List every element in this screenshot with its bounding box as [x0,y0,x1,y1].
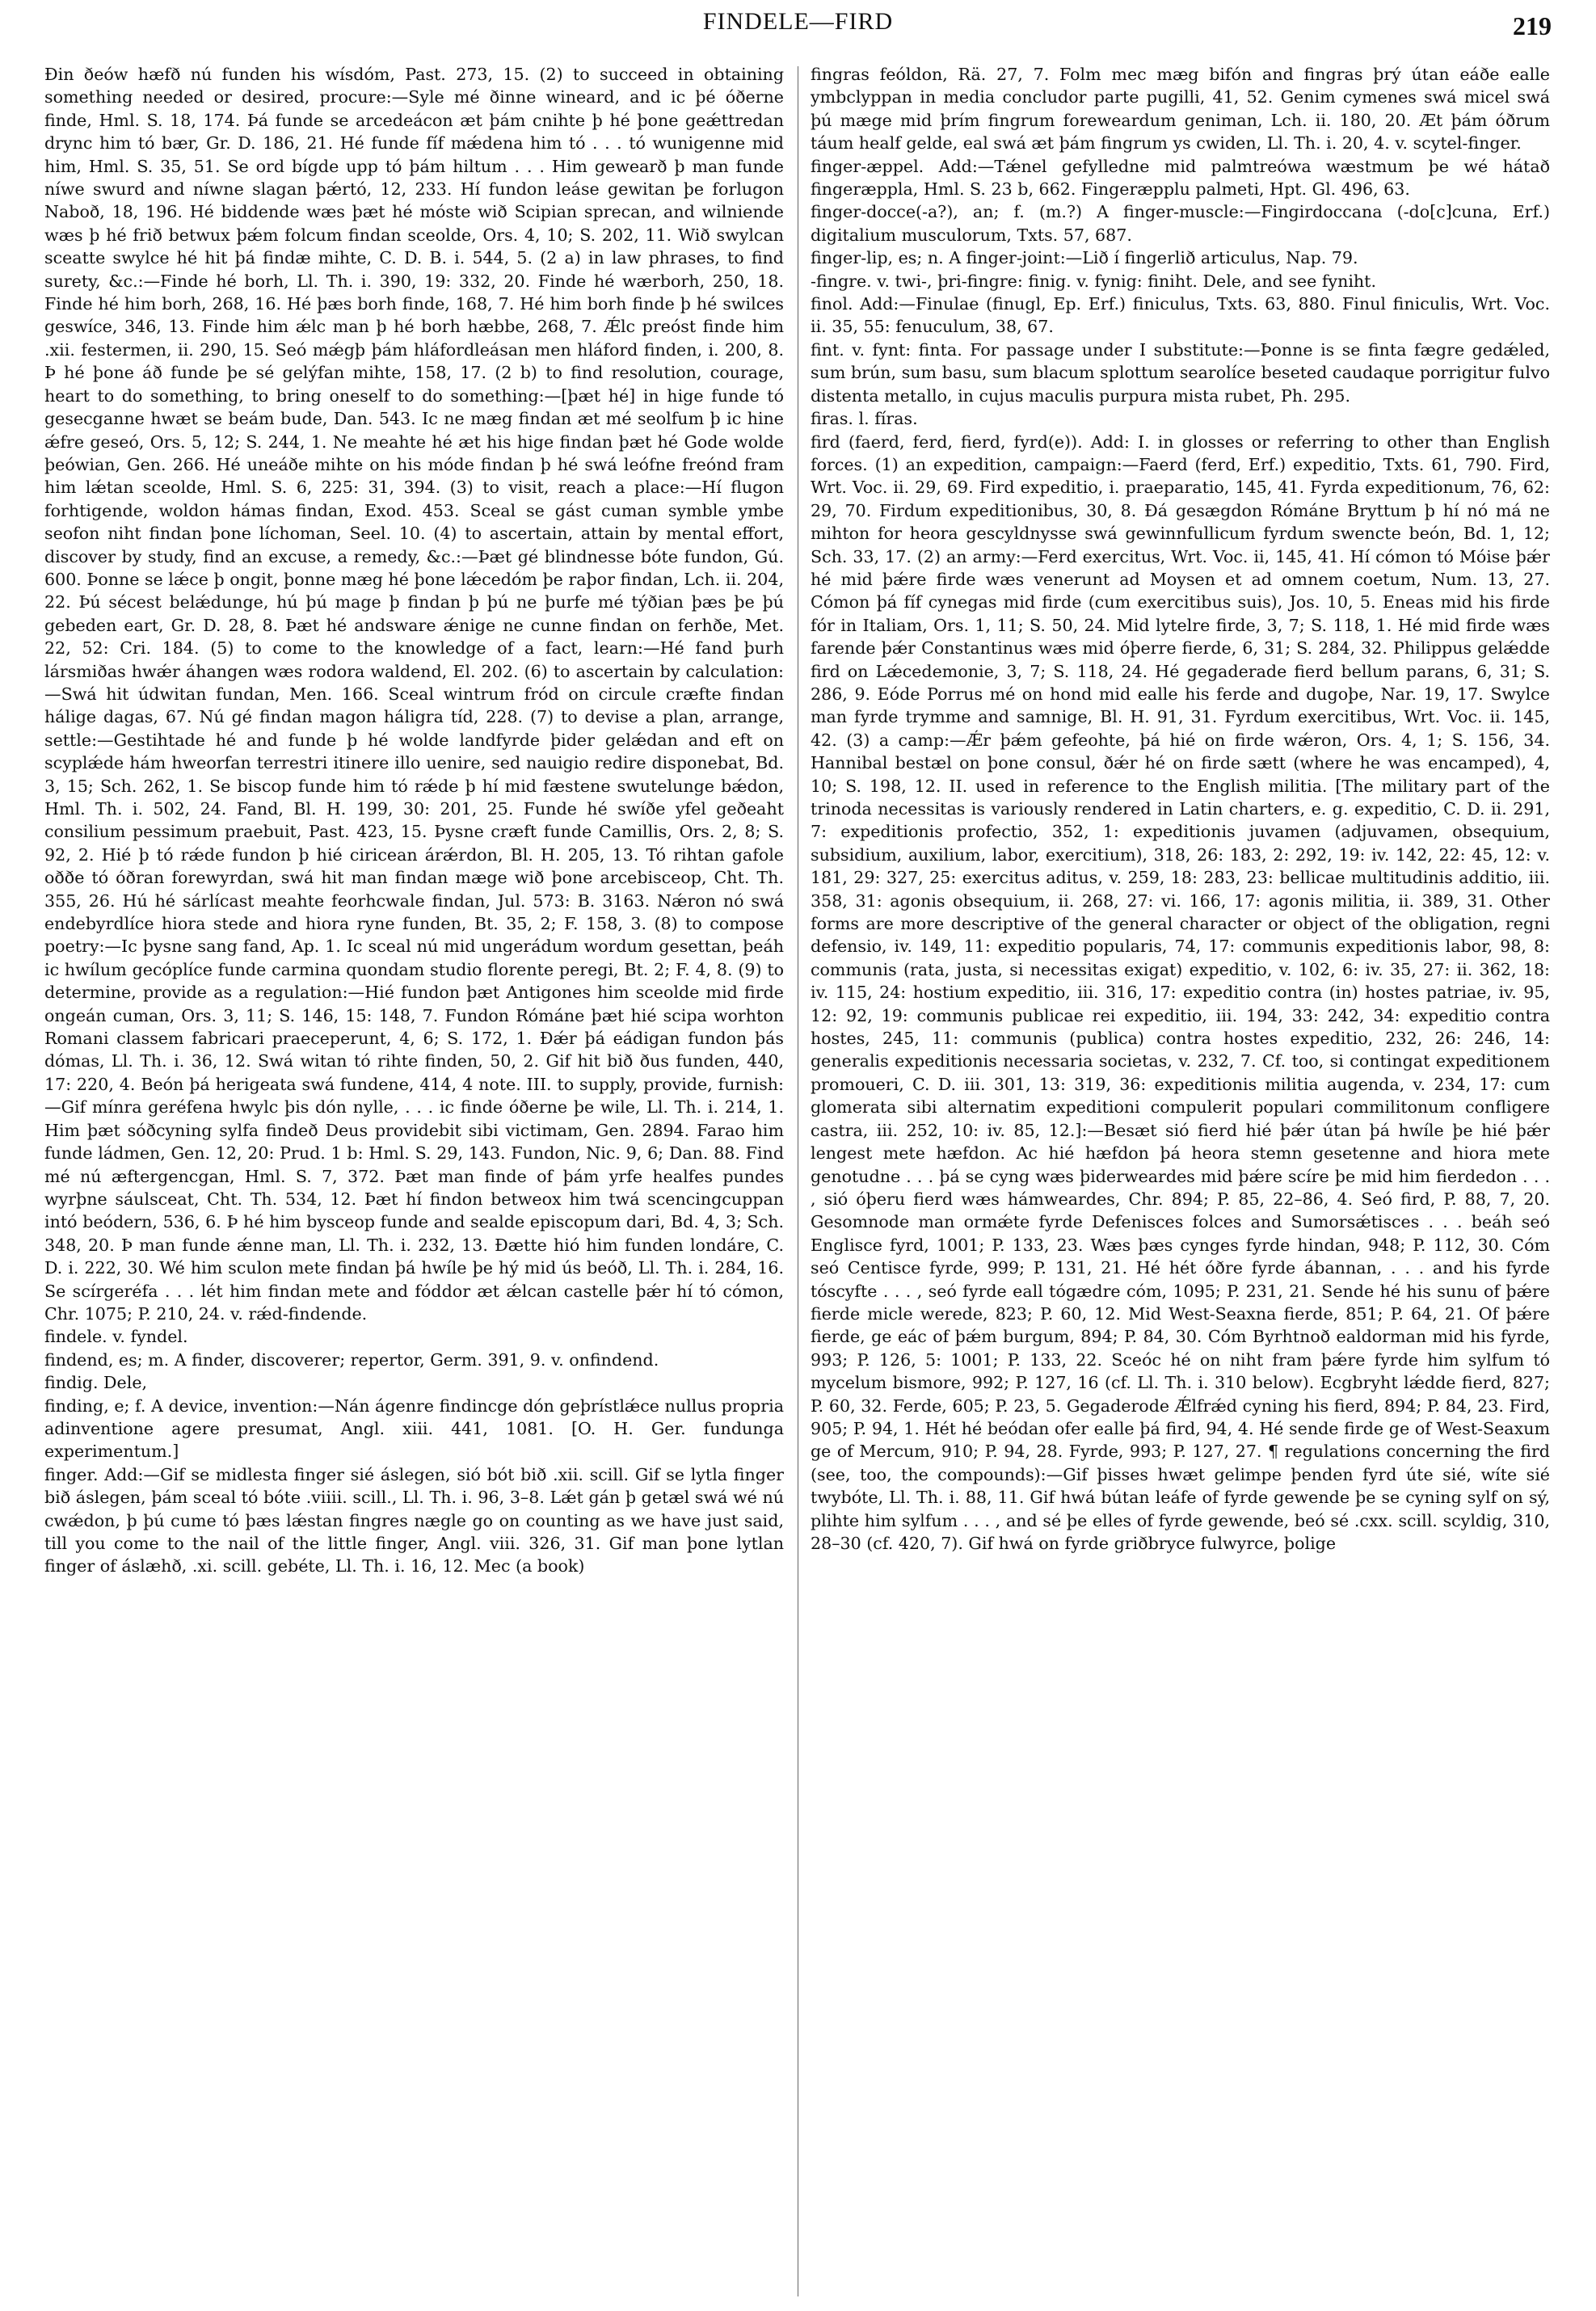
dictionary-entry-finol: finol. Add:—Finulae (finugl, Ep. Erf.) finiculus, Txts. 63, 880. Finul finiculis, Wrt. Voc. ii. 35, 55: fenuculum, 38, 67. [811,294,1550,337]
dictionary-entry-findig: findig. Dele, [44,1373,148,1393]
dictionary-entry-finger-aeppel: finger-æppel. Add:—Tǽnel gefylledne mid palmtreówa wæstmum þe wé hátað fingeræppla, Hml. S. 23 b, 662. Fingeræpplu palmeti, Hpt. Gl. 496, 63. [811,156,1550,200]
right-column [811,63,1550,2301]
dictionary-entry-finding: finding, e; f. A device, invention:—Nán ágenre findincge dón geþrístlǽce nullus propria adinventione agere presumat, Angl. xiii. 441, 1081. [O. H. Ger. fundunga experimentum.] [44,1395,784,1462]
page-header [44,0,1552,58]
page-number: 219 [1513,11,1552,40]
left-column [44,63,784,2301]
dictionary-entry-finger: finger. Add:—Gif se midlesta finger sié áslegen, sió bót bið .xii. scill. Gif se lytla finger bið áslegen, þám sceal tó bóte .viiii. scill., Ll. Th. i. 96, 3–8. Lǽt gán þ getæl swá wé nú cwǽdon, þ þú cume tó þæs lǽstan fingres nægle go on counting as we have just said, till you come to the nail of the little finger, Angl. viii. 326, 31. Gif man þone lytlan finger of áslæhð, .xi. scill. gebéte, Ll. Th. i. 16, 12. Mec (a book) [44,1464,784,1576]
dictionary-entry-fint: fint. v. fynt: finta. For passage under I substitute:—Þonne is se finta fægre gedǽled, sum brún, sum basu, sum blacum splottum searolíce beseted caudaque porrigitur fulvo distenta metallo, in cujus maculis purpura mista rubet, Ph. 295. [811,339,1550,406]
dictionary-entry-findend: findend, es; m. A finder, discoverer; repertor, Germ. 391, 9. v. onfindend. [44,1349,659,1370]
dictionary-entry-findele: findele. v. fyndel. [44,1327,188,1347]
dictionary-entry-finger-continued: fingras feóldon, Rä. 27, 7. Folm mec mæg bifón and fingras þrý útan eáðe ealle ymbclyppan in media concludor parte pugilli, 41, 52. Genim cymenes swá micel swá þú mæge mid þrím fingrum foreweardum geniman, Lch. ii. 180, 20. Æt þám óðrum táum healf gelde, eal swá æt þám fingrum ys cwiden, Ll. Th. i. 20, 4. v. scytel-finger. [811,65,1550,154]
dictionary-entry-finden-continued: Ðin ðeów hæfð nú funden his wísdóm, Past. 273, 15. (2) to succeed in obtaining something needed or desired, procure:—Syle mé ðinne wineard, and ic þé óðerne finde, Hml. S. 18, 174. Þá funde se arcedeácon æt þám cnihte þ hé þone geǽttredan drync him tó bær, Gr. D. 186, 21. Hé funde fíf mǽdena him tó . . . tó wunigenne mid him, Hml. S. 35, 51. Se ord bígde upp tó þám hiltum . . . Him gewearð þ man funde níwe swurd and níwne slagan þǽrtó, 12, 233. Hí fundon leáse gewitan þe forlugon Naboð, 18, 196. Hé biddende wæs þæt hé móste wið Scipian sprecan, and wilniende wæs þ hé frið betwux þǽm folcum findan sceolde, Ors. 4, 10; S. 202, 11. Wið swylcan sceatte swylce hé hit þá findæ mihte, C. D. B. i. 544, 5. (2 a) in law phrases, to find surety, &c.:—Finde hé borh, Ll. Th. i. 390, 19: 332, 20. Finde hé wærborh, 250, 18. Finde hé him borh, 268, 16. Hé þæs borh finde, 168, 7. Hé him borh finde þ hé swilces geswíce, 346, 13. Finde him ǽlc man þ hé borh hæbbe, 268, 7. Ǽlc preóst finde him .xii. festermen, ii. 290, 15. Seó mǽgþ þám hláfordleásan men hláford finden, i. 200, 8. Þ hé þone áð funde þe sé gelýfan mihte, 158, 17. (2 b) to find resolution, courage, heart to do something, to bring oneself to do something:—[þæt hé] in hige funde tó gesecganne hwæt se beám bude, Dan. 543. Ic ne mæg findan æt mé seolfum þ ic hine ǽfre geseó, Ors. 5, 12; S. 244, 1. Ne meahte hé æt his hige findan þæt hé Gode wolde þeówian, Gen. 266. Hé uneáðe mihte on his móde findan þ hé swá leófne freónd fram him lǽtan sceolde, Hml. S. 6, 225: 31, 394. (3) to visit, reach a place:—Hí flugon forhtigende, woldon hámas findan, Exod. 453. Sceal se gást cuman symble ymbe seofon niht findan þone líchoman, Seel. 10. (4) to ascertain, attain by mental effort, discover by study, find an excuse, a remedy, &c.:—Þæt gé blindnesse bóte fundon, Gú. 600. Þonne se lǽce þ ongit, þonne mæg hé þone lǽcedóm þe raþor findan, Lch. ii. 204, 22. Þú sécest belǽdunge, hú þú mage þ findan þ þú ne þurfe mé týðian þæs þe þú gebeden eart, Gr. D. 28, 8. Þæt hé andsware ǽnige ne cunne findan on ferhðe, Met. 22, 52: Cri. 184. (5) to come to the knowledge of a fact, learn:—Hé fand þurh lársmiðas hwǽr áhangen wæs rodora waldend, El. 202. (6) to ascertain by calculation:—Swá hit údwitan fundan, Men. 166. Sceal wintrum fród on circule cræfte findan hálige dagas, 67. Nú gé findan magon háligra tíd, 228. (7) to devise a plan, arrange, settle:—Gestihtade hé and funde þ hé wolde landfyrde þider gelǽdan and eft on scyplǽde hám hweorfan terrestri itinere illo uenire, sed nauigio redire disponebat, Bd. 3, 15; Sch. 262, 1. Se biscop funde him tó rǽde þ hí mid fæstene swutelunge bǽdon, Hml. Th. i. 502, 24. Fand, Bl. H. 199, 30: 201, 25. Funde hé swíðe yfel geðeaht consilium pessimum praebuit, Past. 423, 15. Þysne cræft funde Camillis, Ors. 2, 8; S. 92, 2. Hié þ tó rǽde fundon þ hié ciricean árǽrdon, Bl. H. 205, 13. Tó rihtan gafole oððe tó óðran forewyrdan, swá hit man findan mæge wið þone arcebisceop, Cht. Th. 355, 26. Hú hé sárlícast meahte feorhcwale findan, Jul. 573: B. 3163. Nǽron nó swá endebyrdlíce hiora stede and hiora ryne funden, Bt. 35, 2; F. 158, 3. (8) to compose poetry:—Ic þysne sang fand, Ap. 1. Ic sceal nú mid ungerádum wordum gesettan, þeáh ic hwílum gecóplíce funde carmina quondam studio florente peregi, Bt. 2; F. 4, 8. (9) to determine, provide as a regulation:—Hié fundon þæt Antigones him sceolde mid firde ongeán cuman, Ors. 3, 11; S. 146, 15: 148, 7. Fundon Rómáne þæt hié scipa worhton Romani classem fabricari praeceperunt, 4, 6; S. 172, 1. Ðǽr þá eádigan fundon þás dómas, Ll. Th. i. 36, 12. Swá witan tó rihte finden, 50, 2. Gif hit bið ðus funden, 440, 17: 220, 4. Beón þá herigeata swá fundene, 414, 4 note. III. to supply, provide, furnish:—Gif mínra geréfena hwylc þis dón nylle, . . . ic finde óðerne þe wile, Ll. Th. i. 214, 1. Him þæt sóðcyning sylfa findeð Deus providebit sibi victimam, Gen. 2894. Farao him funde ládmen, Gen. 12, 20: Prud. 1 b: Hml. S. 29, 143. Fundon, Nic. 9, 6; Dan. 88. Find mé nú æftergencgan, Hml. S. 7, 372. Þæt man finde of þám yrfe healfes pundes wyrþne sáulsceat, Cht. Th. 534, 12. Þæt hí findon betweox him twá scencingcuppan intó beódern, 536, 6. Þ hé him bysceop funde and sealde episcopum dari, Bd. 4, 3; Sch. 348, 20. Þ man funde ǽnne man, Ll. Th. i. 232, 13. Ðætte hió him funden londáre, C. D. i. 222, 30. Wé him sculon mete findan þá hwíle þe hý mid ús beóð, Ll. Th. i. 284, 16. Se scírgeréfa . . . lét him findan mete and fóddor æt ǽlcan castelle þǽr hí tó cómon, Chr. 1075; P. 210, 24. v. rǽd-findende. [44,65,784,1324]
dictionary-entry-firas: firas. l. fíras. [811,409,918,429]
dictionary-entry-fird: fird (faerd, ferd, fierd, fyrd(e)). Add: I. in glosses or referring to other than English forces. (1) an expedition, campaign:—Faerd (ferd, Erf.) expeditio, Txts. 61, 790. Fird, Wrt. Voc. ii. 29, 69. Fird expeditio, i. praeparatio, 145, 41. Fyrda expeditionum, 76, 62: 29, 70. Firdum expeditionibus, 30, 8. Ðá gesægdon Rómáne Bryttum þ hí nó má ne mihton for heora gescyldnysse swá gewinnfullicum fyrdum swencte beón, Bd. 1, 12; Sch. 33, 17. (2) an army:—Ferd exercitus, Wrt. Voc. ii, 145, 41. Hí cómon tó Móise þǽr hé mid þǽre firde wæs venerunt ad Moysen et ad omnem coetum, Num. 13, 27. Cómon þá fíf cynegas mid firde (cum exercitibus suis), Jos. 10, 5. Eneas mid his firde fór in Italiam, Ors. 1, 11; S. 50, 24. Mid lytelre firde, 3, 7; S. 118, 1. Hé mid firde wæs farende þǽr Constantinus wæs mid óþerre fierde, 6, 31; S. 284, 32. Philippus gelǽdde fird on Lǽcedemonie, 3, 7; S. 118, 24. Hé gegaderade fierd bellum parans, 6, 31; S. 286, 9. Eóde Porrus mé on hond mid ealle his ferde and dugoþe, Nar. 19, 17. Swylce man fyrde trymme and samnige, Bl. H. 91, 31. Fyrdum exercitibus, Wrt. Voc. ii. 145, 42. (3) a camp:—Ǽr þǽm gefeohte, þá hié on firde wǽron, Ors. 4, 1; S. 156, 34. Hannibal bestæl on þone consul, ðǽr hé on firde sætt (where he was encamped), 4, 10; S. 198, 12. II. used in reference to the English militia. [The military part of the trinoda necessitas is variously rendered in Latin charters, e. g. expeditio, C. D. ii. 291, 7: expeditionis profectio, 352, 1: expeditionis juvamen (adjuvamen, obsequium, subsidium, auxilium, labor, exercitium), 318, 26: 183, 2: 292, 19: iv. 142, 22: 45, 12: v. 181, 29: 327, 25: exercitus aditus, v. 259, 18: 283, 23: bellicae multitudinis additio, iii. 358, 31: agonis obsequium, ii. 268, 27: vi. 166, 17: agonis militia, ii. 389, 31. Other forms are more descriptive of the general character or object of the obligation, regni defensio, iv. 149, 11: expeditio popularis, 74, 17: communis expeditionis labor, 98, 8: communis (rata, justa, si necessitas exigat) expeditio, v. 102, 6: iv. 35, 27: ii. 362, 18: iv. 115, 24: hostium expeditio, iii. 316, 17: expeditio contra (in) hostes patriae, iv. 95, 12: 92, 19: communis publicae rei expeditio, iii. 194, 33: 242, 34: expeditio contra hostes, 245, 11: communis (publica) contra hostes expeditio, 232, 26: 246, 14: generalis expeditionis necessaria societas, v. 232, 7. Cf. too, si contingat expeditionem promoueri, C. D. iii. 301, 13: 319, 36: expeditionis militia augenda, v. 234, 17: cum glomerata sibi alternatim expeditioni compulerit populari commilitonum confligere castra, iii. 252, 10: iv. 85, 12.]:—Besæt sió fierd hié þǽr útan þá hwíle þe hié þǽr lengest mete hæfdon. Ac hié hæfdon þá heora stemn gesetenne and hiora mete genotudne . . . þá se cyng wæs þiderweardes mid þǽre scíre þe mid him fierdedon . . . , sió óþeru fierd wæs hámweardes, Chr. 894; P. 85, 22–86, 4. Seó fird, P. 88, 7, 20. Gesomnode man ormǽte fyrde Defenisces folces and Sumorsǽtisces . . . beáh seó Englisce fyrd, 1001; P. 133, 23. Wæs þæs cynges fyrde hindan, 948; P. 112, 30. Cóm seó Centisce fyrde, 999; P. 131, 21. Hé hét óðre fyrde ábannan, . . . and his fyrde tóscyfte . . . , seó fyrde eall tógædre cóm, 1095; P. 231, 21. Sende hé his sunu of þǽre fierde micle werede, 823; P. 60, 12. Mid West-Seaxna fierde, 851; P. 64, 21. Of þǽre fierde, ge eác of þǽm burgum, 894; P. 84, 30. Cóm Byrhtnoð ealdorman mid his fyrde, 993; P. 126, 5: 1001; P. 133, 22. Sceóc hé on niht fram þǽre fyrde him sylfum tó mycelum bismore, 992; P. 127, 16 (cf. Ll. Th. i. 310 below). Ecgbryht lǽdde fierd, 827; P. 60, 32. Ferde, 605; P. 23, 5. Gegaderode Ǽlfrǽd cyning his fierd, 894; P. 84, 23. Fird, 905; P. 94, 1. Hét hé beódan ofer ealle þá fird, 94, 4. Hé sende firde ge of West-Seaxum ge of Mercum, 910; P. 94, 28. Fyrde, 993; P. 127, 27. ¶ regulations concerning the fird (see, too, the compounds):—Gif þisses hwæt gelimpe þenden fyrd úte sié, wíte sié twybóte, Ll. Th. i. 88, 11. Gif hwá bútan leáfe of fyrde gewende þe se cyning sylf on sý, plihte him sylfum . . . , and sé þe elles of fyrde gewende, beó sé .cxx. scill. scyldig, 310, 28–30 (cf. 420, 7). Gif hwá on fyrde griðbryce fulwyrce, þolige [811,431,1550,1553]
dictionary-entry-finger-docce: finger-docce(-a?), an; f. (m.?) A finger-muscle:—Fingirdoccana (-do[c]cuna, Erf.) digitalium musculorum, Txts. 57, 687. [811,202,1550,245]
running-head: FINDELE—FIRD [702,8,894,35]
dictionary-entry-fingre: -fingre. v. twi-, þri-fingre: finig. v. fynig: finiht. Dele, and see fyniht. [811,271,1377,291]
dictionary-entry-finger-lip: finger-lip, es; n. A finger-joint:—Lið í fingerlið articulus, Nap. 79. [811,248,1358,268]
